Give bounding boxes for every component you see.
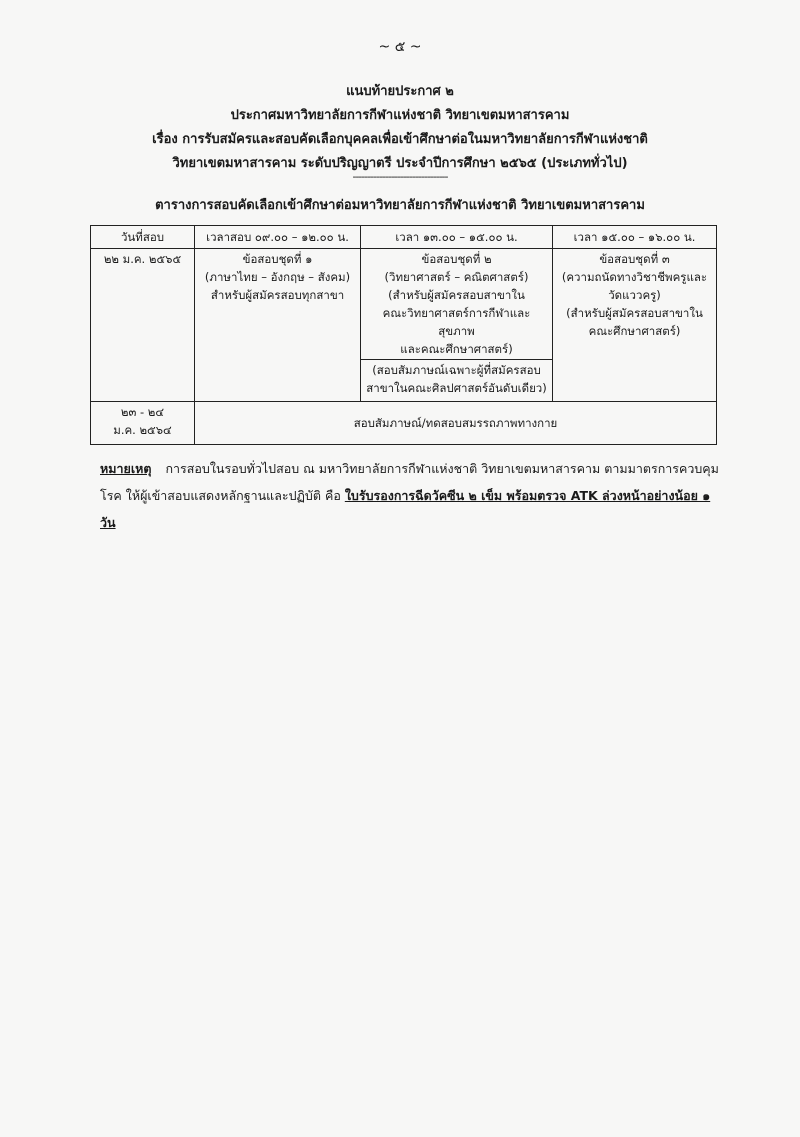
cell-line: และคณะศึกษาศาสตร์) [400,342,513,356]
cell-line: ข้อสอบชุดที่ ๒ [421,252,492,266]
header-afternoon-session: เวลา ๑๓.๐๐ – ๑๕.๐๐ น. [361,226,553,249]
header-announcement-line: ประกาศมหาวิทยาลัยการกีฬาแห่งชาติ วิทยาเขตมหาสารคาม [230,108,570,123]
exam-set-2-cell [361,249,553,360]
exam-schedule-table [90,225,717,445]
cell-line: วัดแววครู) [608,288,661,302]
cell-line: ข้อสอบชุดที่ ๓ [599,252,670,266]
cell-line: คณะวิทยาศาสตร์การกีฬาและสุขภาพ [382,306,531,338]
header-level-line: วิทยาเขตมหาสารคาม ระดับปริญญาตรี ประจำปีการศึกษา ๒๕๖๕ (ประเภททั่วไป) [172,156,628,171]
header-subject-line: เรื่อง การรับสมัครและสอบคัดเลือกบุคคลเพื่อเข้าศึกษาต่อในมหาวิทยาลัยการกีฬาแห่งชาติ [152,132,648,147]
interview-note-cell [361,360,553,402]
cell-line: (สอบสัมภาษณ์เฉพาะผู้ที่สมัครสอบ [372,363,541,377]
table-title: ตารางการสอบคัดเลือกเข้าศึกษาต่อมหาวิทยาลัยการกีฬาแห่งชาติ วิทยาเขตมหาสารคาม [155,198,645,213]
remark-paragraph [100,455,720,536]
header-attachment-line: แนบท้ายประกาศ ๒ [346,84,454,99]
header-exam-date: วันที่สอบ [91,226,195,249]
document-header [0,80,800,176]
remark-emphasis: ใบรับรองการฉีดวัคซีน ๒ เข็ม พร้อมตรวจ ATK ล่วงหน้าอย่างน้อย ๑ วัน [100,488,711,530]
header-divider: -------------------------------- [352,170,448,183]
table-header-row [91,226,717,249]
cell-line: (สำหรับผู้สมัครสอบสาขาใน [566,306,703,320]
remark-text: การสอบในรอบทั่วไปสอบ ณ มหาวิทยาลัยการกีฬาแห่งชาติ วิทยาเขตมหาสารคาม ตามมาตรการควบคุมโรค ให้ผู้เข้าสอบแสดงหลักฐานและปฏิบัติ คือ [100,461,719,503]
cell-line: ม.ค. ๒๕๖๔ [113,423,172,437]
exam-set-3-cell [553,249,717,402]
table-row [91,402,717,445]
header-late-afternoon-session: เวลา ๑๕.๐๐ – ๑๖.๐๐ น. [553,226,717,249]
exam-date-cell: ๒๒ ม.ค. ๒๕๖๕ [91,249,195,402]
cell-line: (สำหรับผู้สมัครสอบสาขาใน [388,288,525,302]
cell-line: สำหรับผู้สมัครสอบทุกสาขา [210,288,345,302]
table-row [91,249,717,360]
page-number: ~ ๕ ~ [378,39,422,55]
exam-date-cell [91,402,195,445]
header-morning-session: เวลาสอบ ๐๙.๐๐ – ๑๒.๐๐ น. [195,226,361,249]
cell-line: สาขาในคณะศิลปศาสตร์อันดับเดียว) [366,381,547,395]
exam-set-1-cell [195,249,361,402]
cell-line: ๒๓ - ๒๔ [120,405,165,419]
cell-line: (วิทยาศาสตร์ – คณิตศาสตร์) [384,270,529,284]
cell-line: ข้อสอบชุดที่ ๑ [242,252,313,266]
cell-line: (ความถนัดทางวิชาชีพครูและ [561,270,708,284]
cell-line: คณะศึกษาศาสตร์) [588,324,681,338]
interview-fitness-test-cell: สอบสัมภาษณ์/ทดสอบสมรรถภาพทางกาย [195,402,717,445]
remark-label: หมายเหตุ [100,461,152,476]
cell-line: (ภาษาไทย – อังกฤษ – สังคม) [204,270,351,284]
